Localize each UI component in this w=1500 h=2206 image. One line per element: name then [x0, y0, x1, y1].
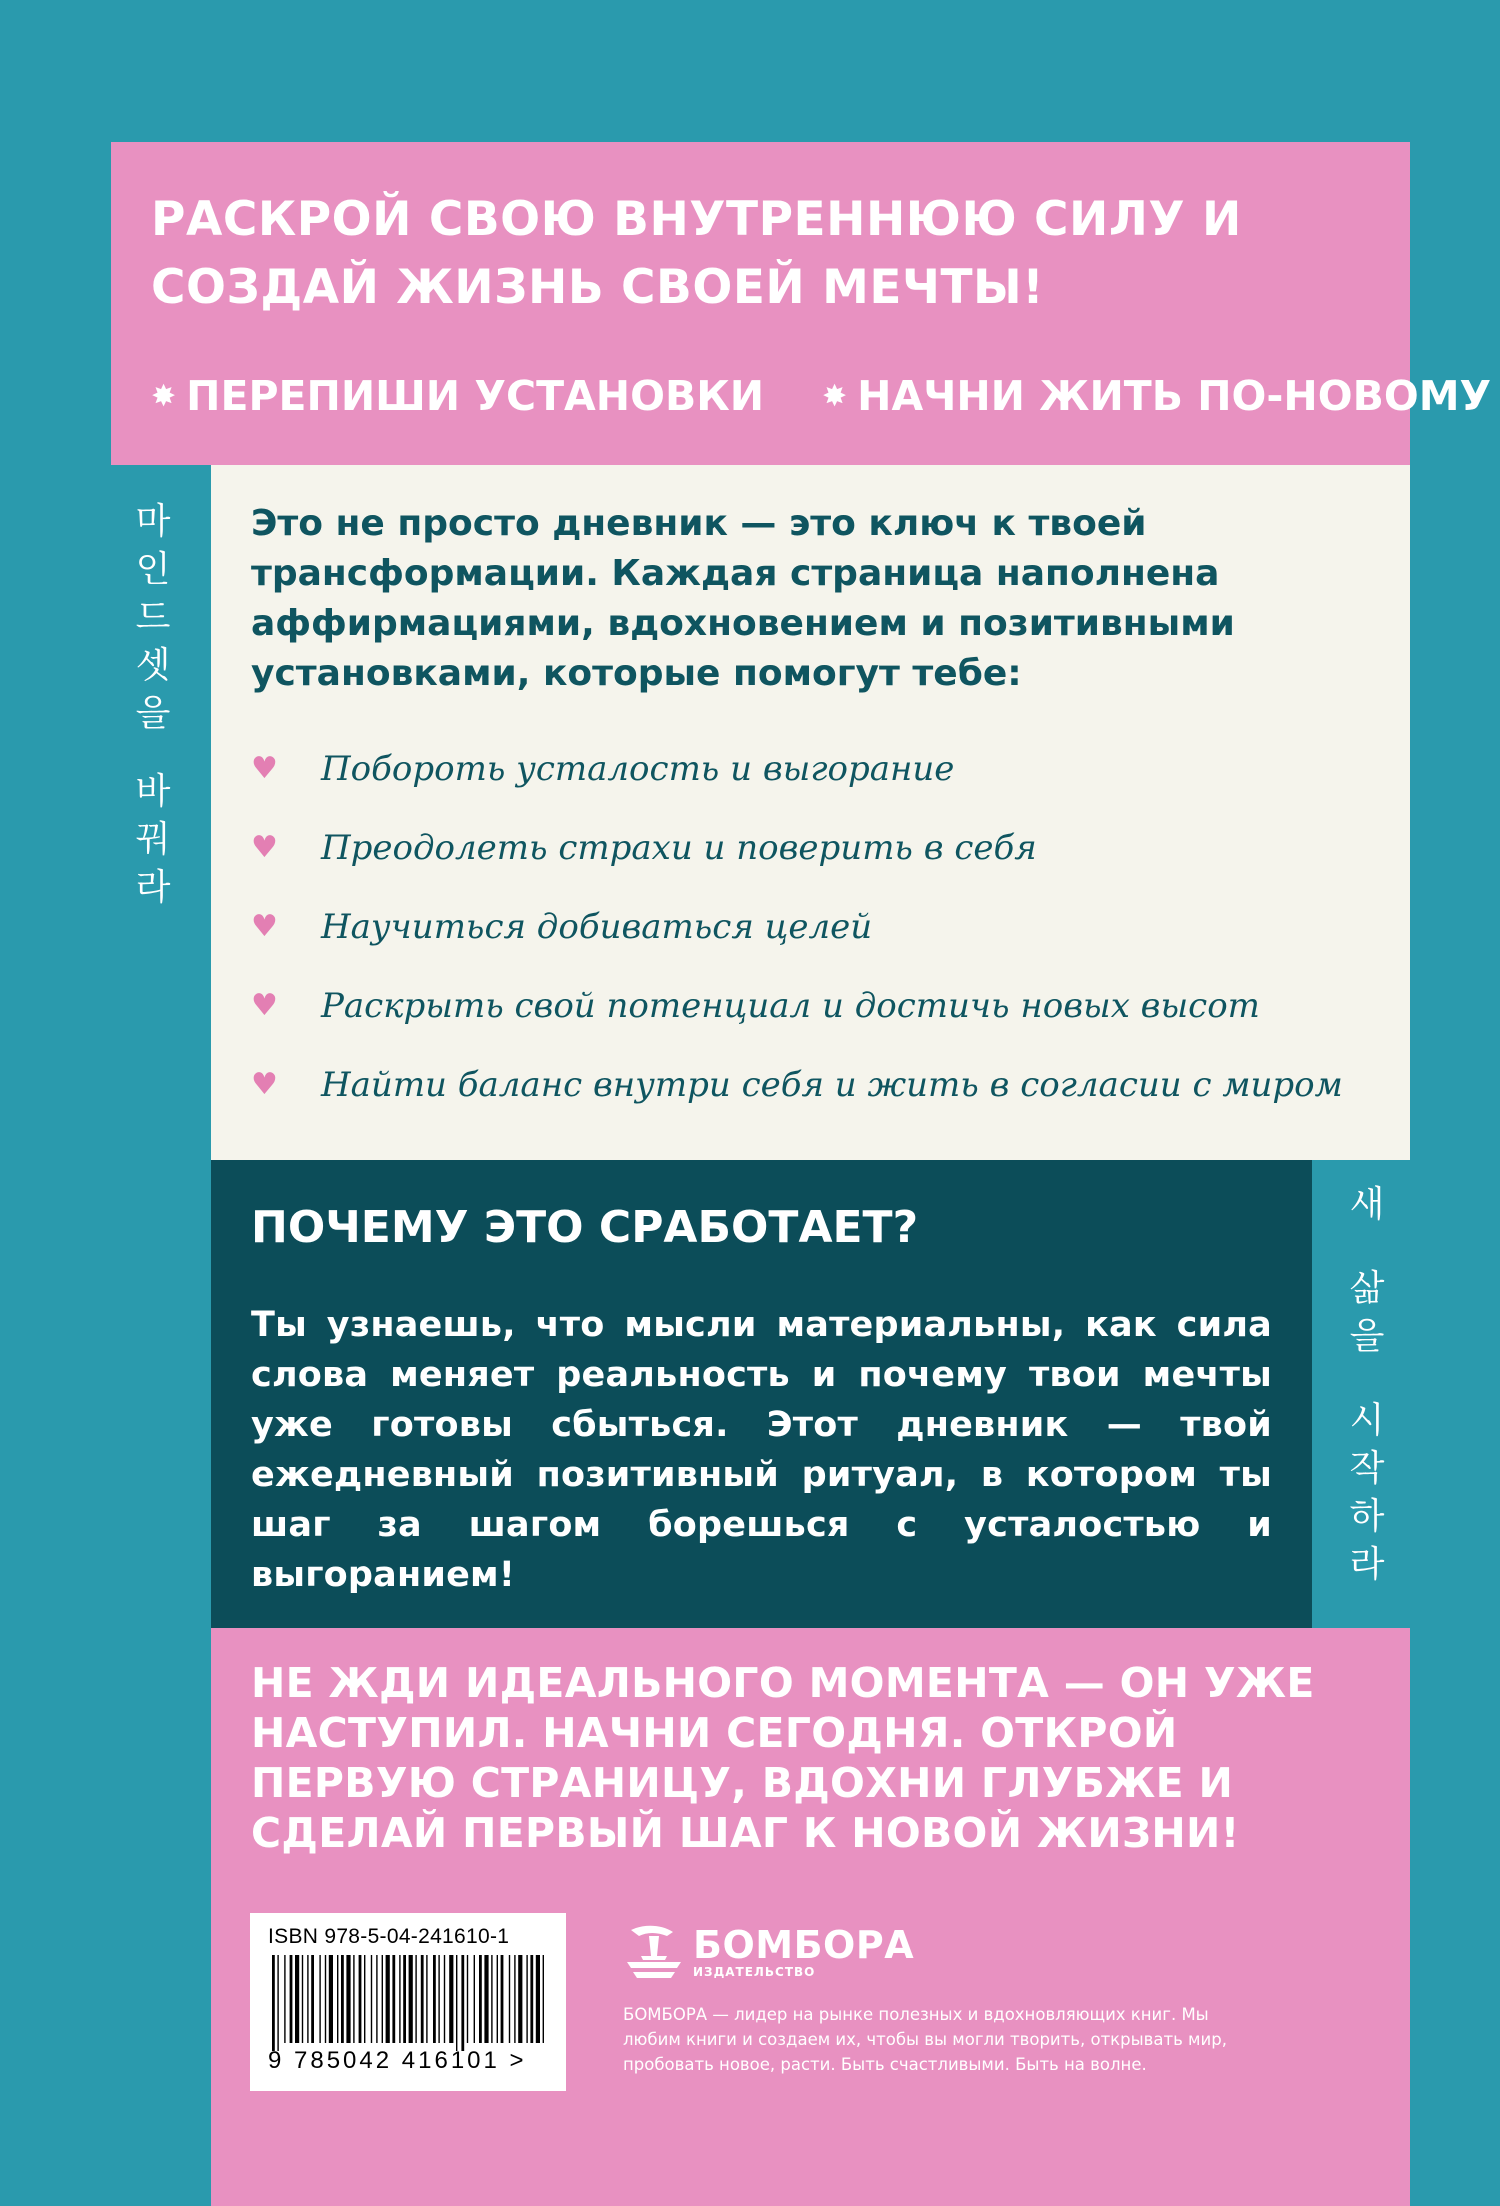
barcode-bar [295, 1955, 299, 2043]
publisher-description: БОМБОРА — лидер на рынке полезных и вдохновляющих книг. Мы любим книги и создаем их, чтобы вы могли творить, открывать мир, пробовать новое, расти. Быть счастливыми. Быть на волне. [623, 2005, 1227, 2074]
barcode-bar [359, 1955, 362, 2043]
barcode-bar [509, 1955, 510, 2043]
heart-icon: ♥ [251, 988, 278, 1023]
publisher-logo [623, 1922, 1263, 1982]
tagline-rewrite [151, 372, 764, 420]
heart-icon: ♥ [251, 751, 278, 786]
tagline-text: ПЕРЕПИШИ УСТАНОВКИ [186, 372, 765, 420]
tagline-start [822, 372, 1491, 420]
benefit-text: Побороть усталость и выгорание [321, 748, 955, 789]
heart-icon: ♥ [251, 909, 278, 944]
barcode-bar [497, 1955, 498, 2043]
barcode-bar [341, 1955, 344, 2043]
benefits-list [251, 729, 1370, 1124]
barcode-bar [467, 1955, 468, 2043]
barcode-bar [302, 1955, 303, 2043]
list-item [251, 729, 1370, 808]
barcode-bar [329, 1955, 333, 2043]
barcode-bar [337, 1955, 338, 2043]
why-title: ПОЧЕМУ ЭТО СРАБОТАЕТ? [251, 1202, 919, 1253]
barcode-bar [474, 1955, 475, 2043]
barcode-bar [319, 1955, 320, 2043]
benefit-text: Преодолеть страхи и поверить в себя [321, 827, 1037, 868]
barcode-bar [382, 1955, 383, 2043]
korean-vertical-right [1337, 1181, 1397, 1589]
why-text: Ты узнаешь, что мысли материальны, как сила слова меняет реальность и почему твои мечты уже готовы сбыться. Этот дневник — твой ежедневный позитивный ритуал, в котором ты шаг за шагом борешься с усталостью и выгоранием! [251, 1305, 1272, 1595]
barcode-bar [415, 1955, 416, 2043]
heart-icon: ♥ [251, 830, 278, 865]
korean-char: 하 [1349, 1496, 1385, 1537]
barcode-bar [491, 1955, 492, 2043]
headline: РАСКРОЙ СВОЮ ВНУТРЕННЮЮ СИЛУ И СОЗДАЙ ЖИЗНЬ СВОЕЙ МЕЧТЫ! [151, 192, 1242, 315]
barcode-bar [514, 1955, 515, 2043]
barcode-bar [543, 1955, 544, 2043]
list-item [251, 966, 1370, 1045]
barcode-bar [376, 1955, 377, 2043]
barcode-bar [526, 1955, 527, 2043]
barcode-bar [386, 1955, 390, 2043]
taglines [151, 372, 1492, 420]
intro-section [211, 465, 1410, 1160]
korean-char: 시 [1349, 1400, 1385, 1441]
barcode-bar [290, 1955, 293, 2043]
barcode-bar [518, 1955, 522, 2043]
barcode-bar [433, 1955, 436, 2043]
publisher-subtitle: ИЗДАТЕЛЬСТВО [693, 1965, 816, 1979]
barcode-bar [484, 1955, 488, 2043]
barcode-bar [371, 1955, 372, 2043]
header-banner [111, 142, 1492, 465]
barcode-bar [530, 1955, 533, 2043]
barcode-digits: 9 785042 416101 > [268, 2047, 527, 2074]
barcode-bar [438, 1955, 439, 2043]
star-bullet-icon: ✸ [151, 378, 177, 414]
why-section [211, 1160, 1312, 1628]
barcode-bar [364, 1955, 365, 2043]
barcode-bar [403, 1955, 406, 2043]
barcode-icon [268, 1955, 548, 2051]
barcode-label [250, 1913, 566, 2091]
barcode-bar [461, 1955, 464, 2051]
korean-char: 을 [1349, 1316, 1385, 1357]
korean-char: 셋 [135, 645, 171, 686]
list-item [251, 808, 1370, 887]
heart-icon: ♥ [251, 1067, 278, 1102]
barcode-bar [479, 1955, 482, 2043]
korean-char: 삶 [1349, 1268, 1385, 1309]
barcode-bar [501, 1955, 504, 2043]
list-item [251, 887, 1370, 966]
korean-char: 바 [135, 771, 171, 812]
korean-char: 마 [135, 501, 171, 542]
korean-char: 라 [1349, 1544, 1385, 1585]
barcode-bar [426, 1955, 427, 2043]
korean-char: 새 [1349, 1184, 1385, 1225]
korean-char: 꿔 [135, 819, 171, 860]
tagline-text: НАЧНИ ЖИТЬ ПО-НОВОМУ [857, 372, 1492, 420]
barcode-bar [353, 1955, 354, 2043]
publisher-info [623, 1922, 1263, 2077]
call-to-action-text: НЕ ЖДИ ИДЕАЛЬНОГО МОМЕНТА — ОН УЖЕ НАСТУПИЛ. НАЧНИ СЕГОДНЯ. ОТКРОЙ ПЕРВУЮ СТРАНИЦУ, ВДОХНИ ГЛУБЖЕ И СДЕЛАЙ ПЕРВЫЙ ШАГ К НОВОЙ ЖИЗНИ! [251, 1659, 1315, 1857]
benefit-text: Найти баланс внутри себя и жить в согласии с миром [321, 1064, 1343, 1105]
korean-char: 라 [135, 867, 171, 908]
barcode-bar [409, 1955, 413, 2043]
intro-text: Это не просто дневник — это ключ к твоей трансформации. Каждая страница наполнена аффирмациями, вдохновением и позитивными установками, которые помогут тебе: [251, 503, 1235, 694]
barcode-bar [307, 1955, 308, 2043]
barcode-bar [421, 1955, 424, 2043]
bombora-logo-icon [623, 1922, 685, 1982]
korean-char: 드 [135, 597, 171, 638]
barcode-bar [272, 1955, 275, 2051]
barcode-bar [444, 1955, 445, 2043]
barcode-bar [325, 1955, 326, 2043]
barcode-bar [449, 1955, 453, 2043]
isbn-text: ISBN 978-5-04-241610-1 [268, 1925, 510, 1948]
korean-char: 인 [135, 549, 171, 590]
barcode-bar [399, 1955, 400, 2043]
korean-vertical-left [123, 498, 183, 912]
star-bullet-icon: ✸ [822, 378, 848, 414]
barcode-bar [456, 1955, 457, 2051]
barcode-bar [277, 1955, 278, 2051]
barcode-bar [392, 1955, 395, 2043]
barcode-bar [536, 1955, 540, 2043]
korean-char: 을 [135, 693, 171, 734]
benefit-text: Раскрыть свой потенциал и достичь новых высот [321, 985, 1260, 1026]
korean-char: 작 [1349, 1448, 1385, 1489]
publisher-name: БОМБОРА [693, 1923, 915, 1967]
barcode-bar [346, 1955, 350, 2043]
barcode-bar [284, 1955, 285, 2043]
list-item [251, 1045, 1370, 1124]
benefit-text: Научиться добиваться целей [321, 906, 873, 947]
barcode-bar [311, 1955, 314, 2043]
